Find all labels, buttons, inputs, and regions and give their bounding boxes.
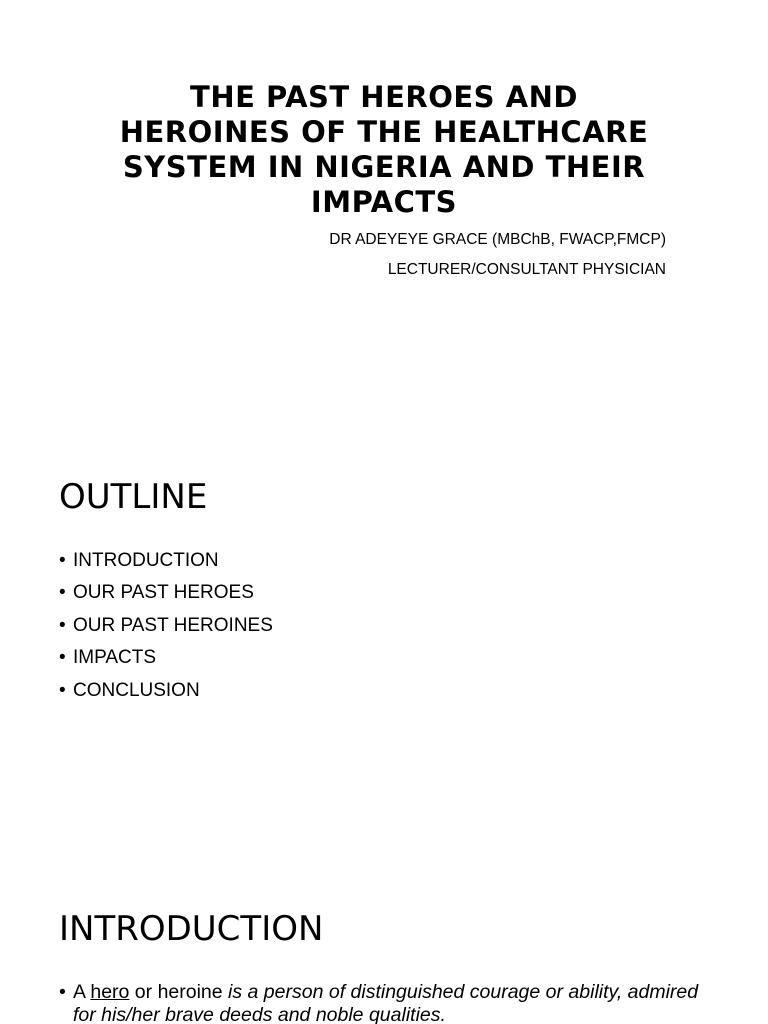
bullet-icon: • <box>59 582 66 604</box>
introduction-slide <box>0 864 768 1024</box>
introduction-heading: INTRODUCTION <box>59 909 324 949</box>
bullet-icon: • <box>59 647 66 669</box>
outline-item-label: INTRODUCTION <box>73 550 219 571</box>
bullet-icon: • <box>59 614 66 636</box>
hero-term: hero <box>90 981 130 1003</box>
definition-text-italic: is a person of distinguished courage or ability, admired for his/her brave deeds and noble qualities. <box>73 981 699 1024</box>
definition-text-middle: or heroine <box>129 981 229 1003</box>
author-line: DR ADEYEYE GRACE (MBChB, FWACP,FMCP) <box>329 231 666 248</box>
outline-item-label: OUR PAST HEROINES <box>73 614 273 636</box>
bullet-icon: • <box>59 550 66 571</box>
hero-definition <box>59 981 713 1024</box>
outline-item <box>59 646 273 670</box>
title-slide <box>0 0 768 432</box>
definition-text-start: A <box>73 981 91 1003</box>
bullet-icon: • <box>59 679 66 701</box>
outline-item-label: CONCLUSION <box>73 679 200 701</box>
outline-heading: OUTLINE <box>59 477 208 517</box>
outline-item <box>59 549 273 573</box>
outline-item <box>59 679 273 703</box>
role-line: LECTURER/CONSULTANT PHYSICIAN <box>387 261 666 278</box>
outline-item-label: IMPACTS <box>73 647 157 669</box>
outline-slide <box>0 432 768 864</box>
outline-item <box>59 581 273 605</box>
outline-item-label: OUR PAST HEROES <box>73 582 254 604</box>
outline-item <box>59 614 273 638</box>
presentation-title: THE PAST HEROES AND HEROINES OF THE HEALTHCARE SYSTEM IN NIGERIA AND THEIR IMPACTS <box>119 80 649 219</box>
bullet-icon: • <box>59 981 66 1003</box>
outline-list <box>59 549 273 711</box>
